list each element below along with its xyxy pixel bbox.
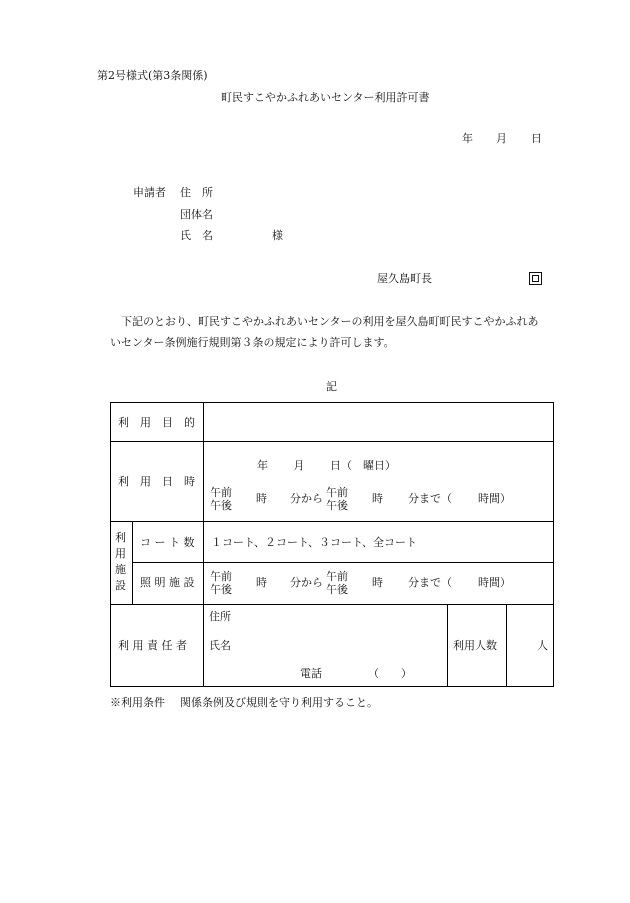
datetime-label: 利 用 日 時 — [118, 475, 195, 488]
responsible-label: 利 用 責 任 者 — [118, 639, 187, 652]
start-pm: 午後 — [210, 499, 232, 512]
light-end-hour: 時 — [372, 576, 383, 589]
purpose-label: 利 用 目 的 — [118, 416, 195, 429]
court-label: コ ー ト 数 — [140, 536, 195, 549]
date-year: 年 — [462, 132, 473, 145]
end-pm: 午後 — [326, 499, 348, 512]
light-from-label: 分から — [290, 576, 323, 589]
light-start-pm: 午後 — [210, 583, 232, 596]
responsible-address-label: 住所 — [209, 610, 231, 623]
users-label: 利用人数 — [453, 639, 497, 652]
light-until-label: 分まで（ — [408, 576, 452, 589]
facility-label: 利用施設 — [115, 531, 126, 592]
light-end-pm: 午後 — [326, 583, 348, 596]
applicant-label: 申請者 — [133, 186, 166, 199]
end-am: 午前 — [326, 486, 348, 499]
hours-label: 時間） — [478, 492, 511, 505]
condition-text: 関係条例及び規則を守り利用すること。 — [180, 696, 378, 709]
light-start-am: 午前 — [210, 570, 232, 583]
applicant-group-label: 団体名 — [180, 208, 213, 221]
seal-icon — [529, 272, 542, 285]
light-hours-label: 時間） — [478, 576, 511, 589]
date-day: 日 — [531, 132, 542, 145]
light-start-hour: 時 — [256, 576, 267, 589]
start-am: 午前 — [210, 486, 232, 499]
condition-label: ※利用条件 — [110, 696, 165, 709]
start-hour: 時 — [256, 492, 267, 505]
phone-paren: （ ） — [368, 667, 412, 680]
applicant-address-label: 住 所 — [180, 186, 213, 199]
document-title: 町民すこやかふれあいセンター利用許可書 — [221, 91, 430, 104]
applicant-name-label: 氏 名 — [180, 229, 213, 242]
from-label: 分から — [290, 492, 323, 505]
honorific: 様 — [272, 229, 283, 242]
end-hour: 時 — [372, 492, 383, 505]
light-end-am: 午前 — [326, 570, 348, 583]
date-line: 年 月 日（ 曜日） — [257, 459, 396, 472]
date-month: 月 — [496, 132, 507, 145]
body-line-2: いセンター条例施行規則第３条の規定により許可します。 — [110, 336, 395, 349]
body-line-1: 下記のとおり、町民すこやかふれあいセンターの利用を屋久島町町民すこやかふれあ — [121, 315, 539, 328]
lighting-label: 照 明 施 設 — [140, 576, 195, 589]
phone-label: 電話 — [300, 667, 322, 680]
court-options: １コート、２コート、３コート、全コート — [211, 536, 418, 549]
responsible-name-label: 氏名 — [209, 639, 231, 652]
ki-heading: 記 — [326, 380, 337, 393]
persons-unit: 人 — [537, 639, 548, 652]
issuer: 屋久島町長 — [377, 272, 432, 285]
until-label: 分まで（ — [408, 492, 452, 505]
form-number: 第2号様式(第3条関係) — [97, 69, 208, 82]
